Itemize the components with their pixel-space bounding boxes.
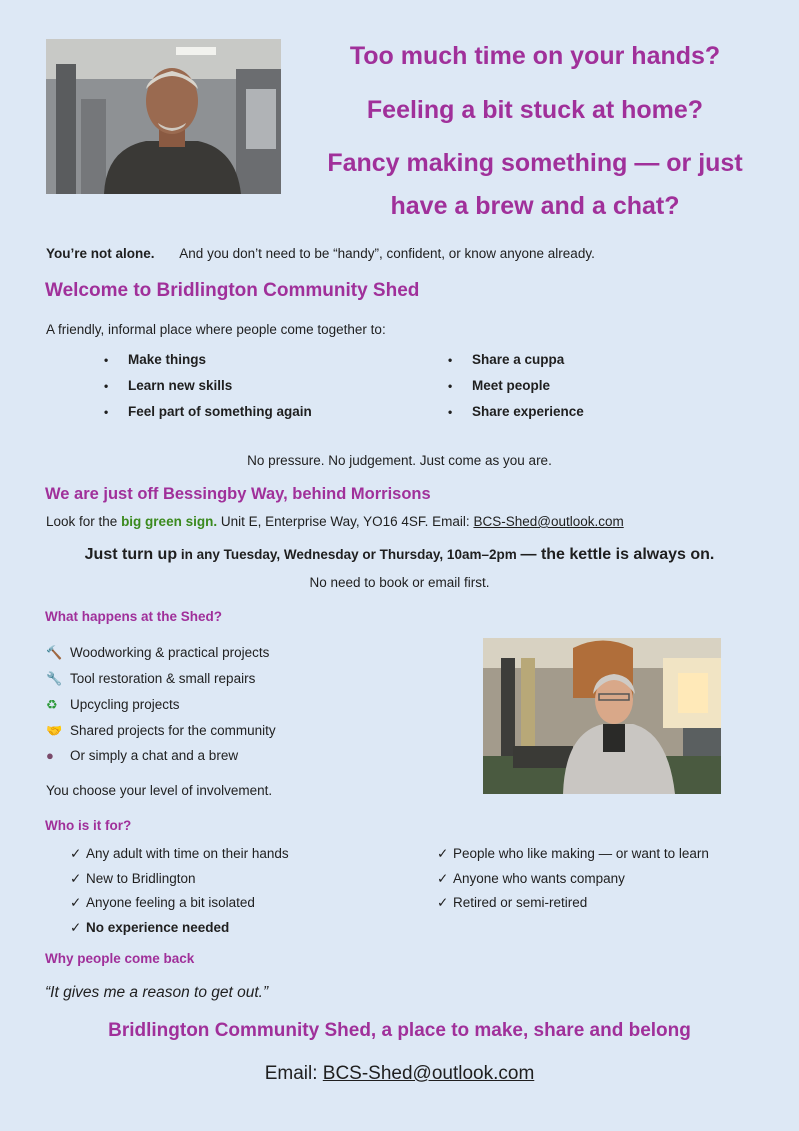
checkmark-icon: ✓ [70,846,82,861]
footer-email-link[interactable]: BCS-Shed@outlook.com [322,1063,535,1084]
welcome-lead: A friendly, informal place where people come together to: [46,322,386,337]
bullet-dot-icon: • [448,405,453,419]
headline-line-3: Fancy making something — or just [327,149,743,177]
testimonial-quote: “It gives me a reason to get out.” [45,984,269,1001]
tea-icon: ● [46,748,54,763]
audience-item: ✓ Retired or semi-retired [437,895,588,910]
welcome-title: Welcome to Bridlington Community Shed [45,280,420,301]
audience-item: ✓ Any adult with time on their hands [70,846,289,861]
intro-line [46,246,595,261]
audience-item: ✓ New to Bridlington [70,871,196,886]
audience-item: ✓ People who like making — or want to learn [437,846,709,861]
footer-slogan: Bridlington Community Shed, a place to make, share and belong [108,1020,691,1041]
checkmark-icon: ✓ [437,871,449,886]
bullet-item: • Meet people [448,378,551,393]
headline-line-4: have a brew and a chat? [390,192,680,220]
activity-item: 🔧 Tool restoration & small repairs [46,671,256,686]
bullet-dot-icon: • [104,353,109,367]
checkmark-icon: ✓ [70,920,82,935]
intro-bold: You’re not alone. [46,246,155,261]
bullet-dot-icon: • [448,353,453,367]
activity-item: ♻ Upcycling projects [46,697,180,712]
recycle-icon: ♻ [46,697,58,712]
involvement-note: You choose your level of involvement. [46,783,273,798]
welcome-tagline: No pressure. No judgement. Just come as you are. [247,453,552,468]
photo-person-at-workbench [483,638,721,794]
bullet-item: • Learn new skills [104,378,233,393]
opening-times: Just turn up in any Tuesday, Wednesday or Thursday, 10am–2pm — the kettle is always on. [84,546,715,563]
checkmark-icon: ✓ [437,846,449,861]
bullet-item: • Feel part of something again [104,404,312,419]
audience-item: ✓ No experience needed [70,920,230,935]
checkmark-icon: ✓ [70,871,82,886]
location-title: We are just off Bessingby Way, behind Morrisons [45,485,431,503]
bullet-dot-icon: • [448,379,453,393]
headline-line-1: Too much time on your hands? [349,42,721,70]
activity-item: 🔨 Woodworking & practical projects [46,645,270,660]
bullet-item: • Make things [104,352,207,367]
footer-email-line: Email: BCS-Shed@outlook.com [264,1063,535,1084]
bullet-item: • Share a cuppa [448,352,565,367]
bullet-item: • Share experience [448,404,584,419]
activity-item: ● Or simply a chat and a brew [46,748,239,763]
activity-item: 🤝 Shared projects for the community [46,723,276,738]
headline-line-2: Feeling a bit stuck at home? [366,96,704,124]
audience-title: Who is it for? [45,818,132,833]
location-line: Look for the big green sign. Unit E, Enterprise Way, YO16 4SF. Email: BCS-Shed@outlook.com [46,514,624,529]
audience-item: ✓ Anyone who wants company [437,871,625,886]
intro-text: And you don’t need to be “handy”, confident, or know anyone already. [179,246,595,261]
why-title: Why people come back [45,951,195,966]
activities-title: What happens at the Shed? [45,609,223,624]
hammer-icon: 🔨 [46,645,63,660]
bullet-dot-icon: • [104,405,109,419]
photo-man-in-workshop [46,39,281,194]
checkmark-icon: ✓ [437,895,449,910]
checkmark-icon: ✓ [70,895,82,910]
wrench-icon: 🔧 [46,671,63,686]
email-link[interactable]: BCS-Shed@outlook.com [473,514,624,529]
bullet-dot-icon: • [104,379,109,393]
no-booking-note: No need to book or email first. [309,575,490,590]
handshake-icon: 🤝 [46,723,63,738]
audience-item: ✓ Anyone feeling a bit isolated [70,895,255,910]
green-sign-text: big green sign. [121,514,218,529]
